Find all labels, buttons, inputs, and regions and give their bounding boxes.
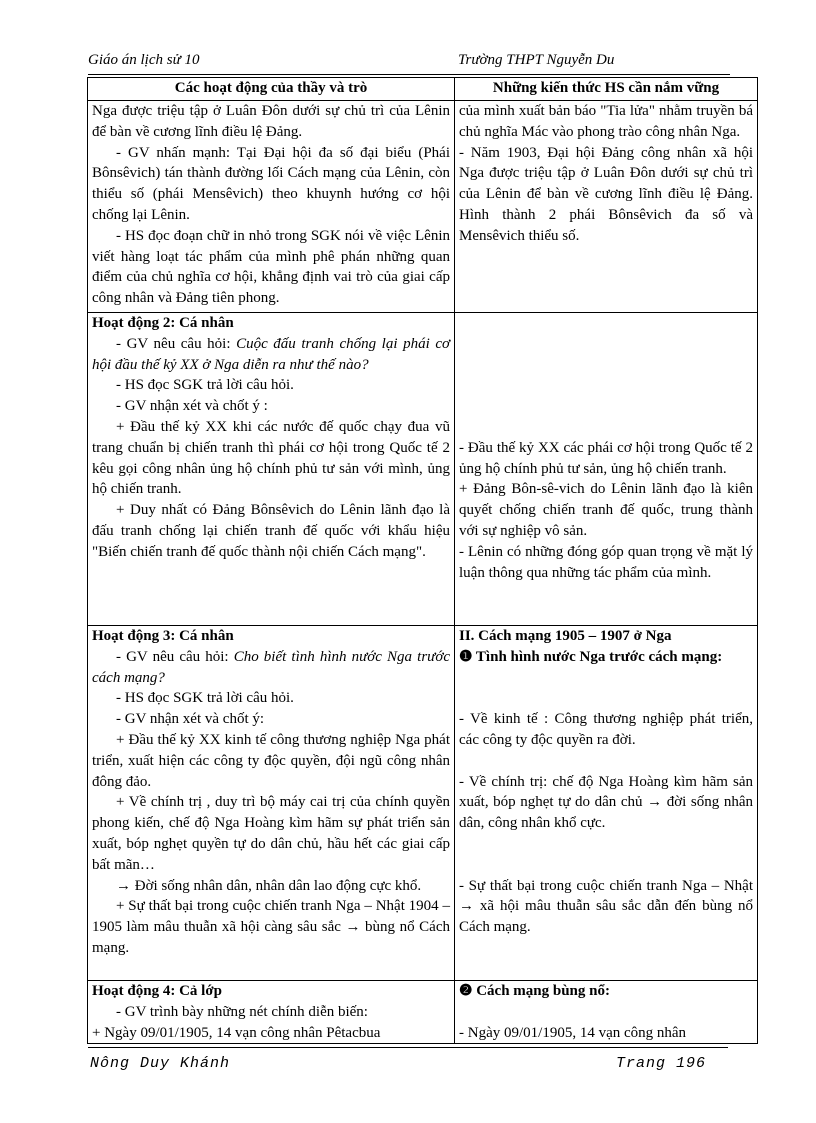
header-rule [88, 74, 730, 75]
question-paragraph [92, 334, 450, 376]
knowledge-cell [455, 981, 758, 1044]
header-subject: Giáo án lịch sử 10 [88, 52, 200, 68]
paragraph: - GV nhận xét và chốt ý: [116, 711, 265, 728]
activity-title: Hoạt động 4: Cả lớp [92, 983, 222, 999]
footer-rule [88, 1047, 728, 1048]
column-header-activities: Các hoạt động của thầy và trò [88, 78, 455, 101]
page-header [88, 50, 728, 74]
section-subtitle: ❶ Tình hình nước Nga trước cách mạng: [459, 648, 723, 665]
paragraph: + Sự thất bại trong cuộc chiến tranh Nga – Nhật 1904 – 1905 làm mâu thuẫn xã hội càng sâu sắc → bùng nổ Cách mạng. [92, 898, 450, 956]
knowledge-cell [455, 313, 758, 626]
footer-page-number: Trang 196 [616, 1055, 707, 1072]
table-row [88, 313, 758, 626]
paragraph: - GV nhận xét và chốt ý : [116, 398, 268, 415]
table-row [88, 101, 758, 313]
activities-cell [88, 101, 455, 313]
paragraph: - Lênin có những đóng góp quan trọng về mặt lý luận thông qua những tác phẩm của mình. [459, 543, 753, 581]
activity-title: Hoạt động 3: Cá nhân [92, 628, 234, 644]
paragraph: - Năm 1903, Đại hội Đảng công nhân xã hội Nga được triệu tập ở Luân Đôn dưới sự chủ trì của Lênin để bàn về cương lĩnh điều lệ Đảng. Hình thành 2 phái Bônsêvich đa số và Mensêvich thiểu số. [459, 144, 753, 244]
paragraph: + Đầu thế kỷ XX khi các nước đế quốc chạy đua vũ trang chuẩn bị chiến tranh thì phái cơ hội trong Quốc tế 2 kêu gọi công nhân ủng hộ chính phủ tư sản với mình, ủng hộ chiến tranh. [92, 418, 450, 498]
question-prefix: - GV nêu câu hỏi: [116, 335, 237, 352]
header-school: Trường THPT Nguyễn Du [458, 52, 615, 68]
paragraph: Nga được triệu tập ở Luân Đôn dưới sự chủ trì của Lênin để bàn về cương lĩnh điều lệ Đảng. [92, 103, 450, 140]
paragraph: - Sự thất bại trong cuộc chiến tranh Nga – Nhật → xã hội mâu thuẫn sâu sắc dẫn đến bùng nổ Cách mạng. [459, 877, 753, 936]
column-header-knowledge: Những kiến thức HS cần nắm vững [455, 78, 758, 101]
paragraph: - HS đọc SGK trả lời câu hỏi. [116, 377, 294, 394]
table-row [88, 981, 758, 1044]
paragraph: + Đầu thế kỷ XX kinh tế công thương nghiệp Nga phát triển, xuất hiện các công ty độc quyền, đội ngũ công nhân đông đảo. [92, 731, 450, 790]
knowledge-cell [455, 101, 758, 313]
paragraph: của mình xuất bản báo "Tia lửa" nhằm truyền bá chủ nghĩa Mác vào phong trào công nhân Nga. [459, 103, 753, 140]
paragraph: - Đầu thế kỷ XX các phái cơ hội trong Quốc tế 2 ủng hộ chính phủ tư sản, ủng hộ chiến tranh. [459, 439, 753, 477]
paragraph: - Ngày 09/01/1905, 14 vạn công nhân [459, 1024, 687, 1041]
question-text: Cho biết tình hình nước Nga trước cách mạng? [92, 648, 450, 686]
paragraph: - Về chính trị: chế độ Nga Hoàng kìm hãm sản xuất, bóp nghẹt tự do dân chủ → đời sống nhân dân, công nhân khổ cực. [459, 773, 753, 832]
page-footer [88, 1047, 728, 1077]
paragraph: + Đảng Bôn-sê-vich do Lênin lãnh đạo là kiên quyết chống chiến tranh đế quốc, trung thành với sự nghiệp vô sản. [459, 481, 753, 539]
activities-cell [88, 981, 455, 1044]
section-title: II. Cách mạng 1905 – 1907 ở Nga [459, 628, 672, 644]
activity-title: Hoạt động 2: Cá nhân [92, 315, 234, 331]
activities-cell [88, 313, 455, 626]
paragraph: - HS đọc SGK trả lời câu hỏi. [116, 690, 294, 707]
activities-cell [88, 626, 455, 981]
lesson-table [87, 77, 758, 1044]
paragraph: + Ngày 09/01/1905, 14 vạn công nhân Pêtacbua [92, 1024, 381, 1041]
paragraph: - HS đọc đoạn chữ in nhỏ trong SGK nói về việc Lênin viết hàng loạt tác phẩm của mình phê phán những quan điểm của chủ nghĩa cơ hội, khẳng định vai trò của giai cấp công nhân và Đảng tiên phong. [92, 227, 450, 307]
question-paragraph [92, 647, 450, 689]
section-subtitle: ❷ Cách mạng bùng nổ: [459, 983, 610, 999]
paragraph: + Duy nhất có Đảng Bônsêvich do Lênin lãnh đạo là đấu tranh chống lại chiến tranh đế quốc với khẩu hiệu "Biến chiến tranh đế quốc thành nội chiến Cách mạng". [92, 502, 450, 560]
footer-author: Nông Duy Khánh [90, 1055, 231, 1072]
question-text: Cuộc đấu tranh chống lại phái cơ hội đầu thế kỷ XX ở Nga diễn ra như thế nào? [92, 335, 450, 373]
paragraph: → Đời sống nhân dân, nhân dân lao động cực khổ. [116, 877, 422, 894]
question-prefix: - GV nêu câu hỏi: [116, 648, 234, 665]
knowledge-cell [455, 626, 758, 981]
paragraph: - GV trình bày những nét chính diễn biến: [116, 1003, 368, 1020]
table-header-row [88, 78, 758, 101]
paragraph: - Về kinh tế : Công thương nghiệp phát triển, các công ty độc quyền ra đời. [459, 711, 753, 748]
paragraph: - GV nhấn mạnh: Tại Đại hội đa số đại biểu (Phái Bônsêvich) tán thành đường lối Cách mạng của Lênin, còn thiểu số (phái Mensêvich) theo khuynh hướng cơ hội chống lại Lênin. [92, 144, 450, 223]
table-row [88, 626, 758, 981]
paragraph: + Về chính trị , duy trì bộ máy cai trị của chính quyền phong kiến, chế độ Nga Hoàng kìm hãm sự phát triển sản xuất, bóp nghẹt quyền tự do dân chủ, hầu hết các giai cấp bất mãn… [92, 794, 450, 873]
